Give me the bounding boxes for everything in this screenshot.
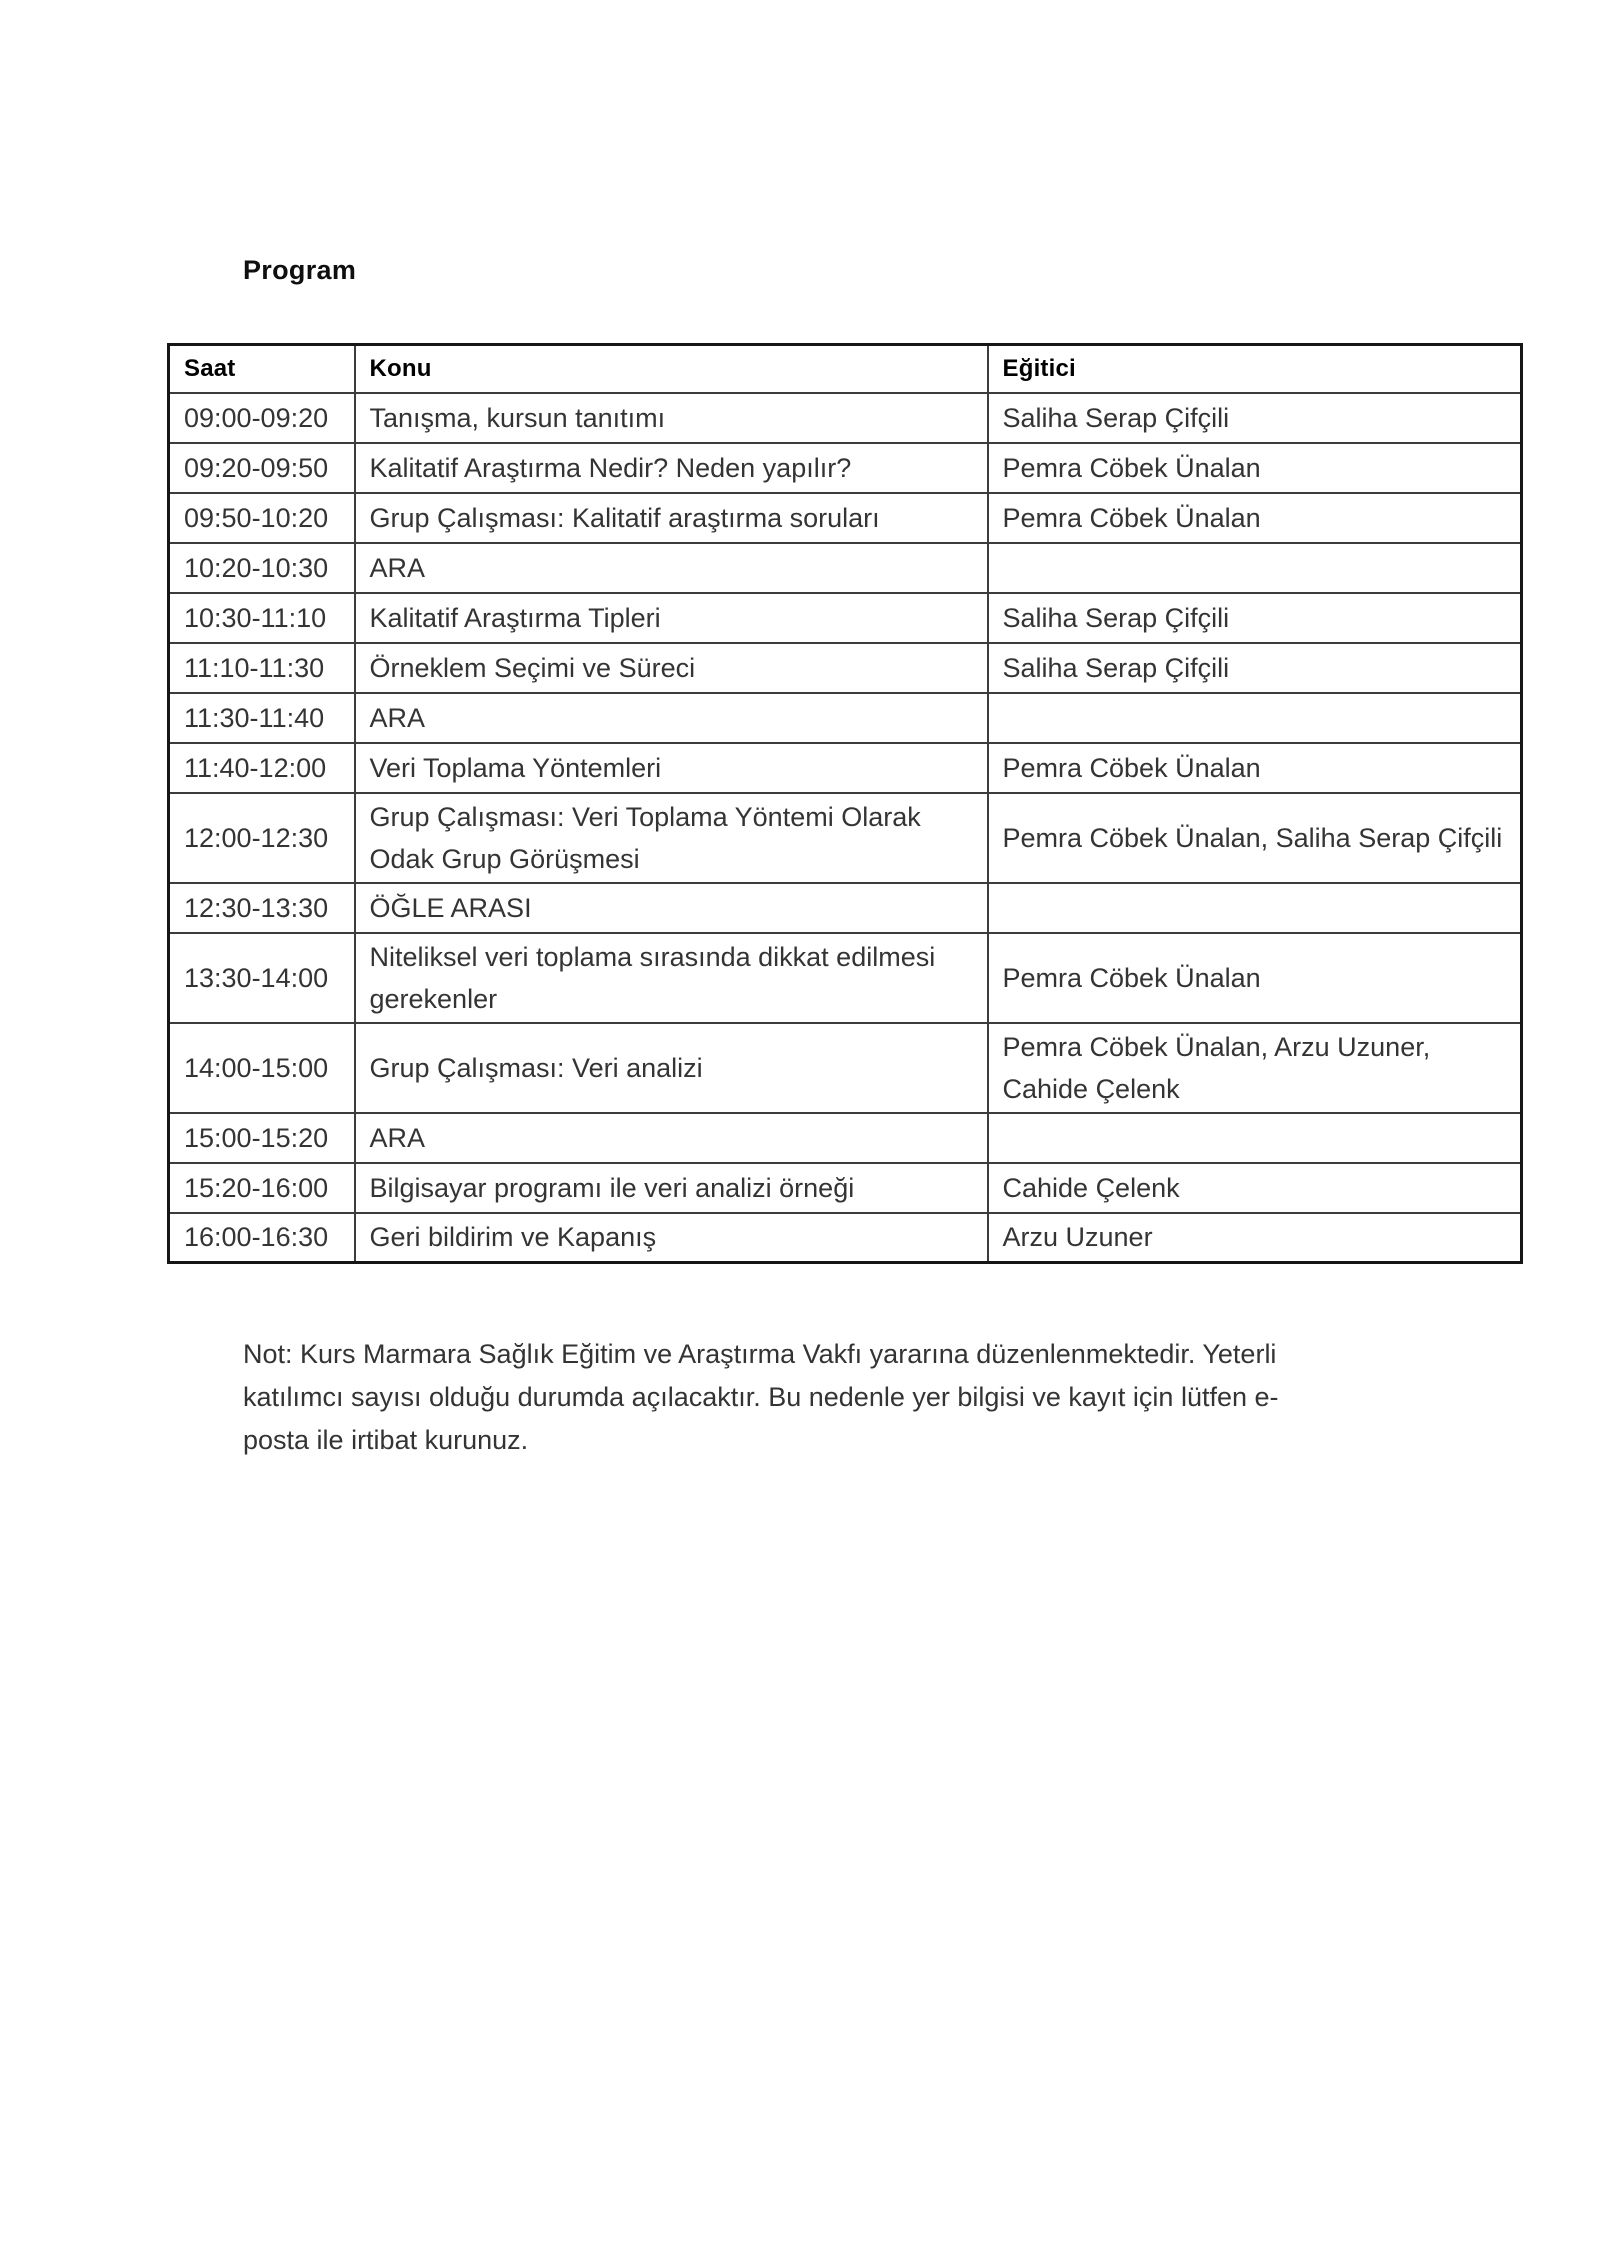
topic-cell: ARA <box>355 543 988 593</box>
time-cell: 09:50-10:20 <box>169 493 355 543</box>
table-row <box>169 883 1522 933</box>
time-cell: 12:00-12:30 <box>169 793 355 883</box>
table-row <box>169 743 1522 793</box>
instructor-cell: Pemra Cöbek Ünalan, Arzu Uzuner, Cahide Çelenk <box>988 1023 1522 1113</box>
instructor-cell: Pemra Cöbek Ünalan <box>988 493 1522 543</box>
table-header-row <box>169 345 1522 393</box>
time-cell: 10:30-11:10 <box>169 593 355 643</box>
time-cell: 13:30-14:00 <box>169 933 355 1023</box>
table-row <box>169 1213 1522 1263</box>
table-row <box>169 793 1522 883</box>
instructor-cell <box>988 543 1522 593</box>
time-cell: 15:00-15:20 <box>169 1113 355 1163</box>
topic-cell: ARA <box>355 693 988 743</box>
topic-cell: ÖĞLE ARASI <box>355 883 988 933</box>
time-cell: 16:00-16:30 <box>169 1213 355 1263</box>
topic-cell: Geri bildirim ve Kapanış <box>355 1213 988 1263</box>
topic-cell: Grup Çalışması: Kalitatif araştırma soruları <box>355 493 988 543</box>
time-cell: 12:30-13:30 <box>169 883 355 933</box>
table-row <box>169 1163 1522 1213</box>
topic-cell: Veri Toplama Yöntemleri <box>355 743 988 793</box>
time-cell: 11:40-12:00 <box>169 743 355 793</box>
page-title: Program <box>243 255 357 285</box>
time-cell: 09:20-09:50 <box>169 443 355 493</box>
note-line: Not: Kurs Marmara Sağlık Eğitim ve Araştırma Vakfı yararına düzenlenmektedir. Yeterli <box>243 1339 1277 1369</box>
instructor-cell: Saliha Serap Çifçili <box>988 593 1522 643</box>
instructor-cell: Cahide Çelenk <box>988 1163 1522 1213</box>
instructor-cell: Saliha Serap Çifçili <box>988 393 1522 443</box>
instructor-cell: Pemra Cöbek Ünalan <box>988 933 1522 1023</box>
table-row <box>169 1023 1522 1113</box>
header-cell-egitici: Eğitici <box>988 345 1522 393</box>
instructor-cell: Pemra Cöbek Ünalan <box>988 443 1522 493</box>
time-cell: 10:20-10:30 <box>169 543 355 593</box>
table-row <box>169 693 1522 743</box>
time-cell: 14:00-15:00 <box>169 1023 355 1113</box>
topic-cell: Kalitatif Araştırma Nedir? Neden yapılır? <box>355 443 988 493</box>
time-cell: 11:10-11:30 <box>169 643 355 693</box>
note-line: katılımcı sayısı olduğu durumda açılacaktır. Bu nedenle yer bilgisi ve kayıt için lütfen e- <box>243 1382 1279 1412</box>
topic-cell: Niteliksel veri toplama sırasında dikkat edilmesi gerekenler <box>355 933 988 1023</box>
table-row <box>169 643 1522 693</box>
instructor-cell <box>988 1113 1522 1163</box>
topic-cell: Grup Çalışması: Veri Toplama Yöntemi Olarak Odak Grup Görüşmesi <box>355 793 988 883</box>
table-row <box>169 443 1522 493</box>
time-cell: 15:20-16:00 <box>169 1163 355 1213</box>
header-cell-saat: Saat <box>169 345 355 393</box>
topic-cell: Örneklem Seçimi ve Süreci <box>355 643 988 693</box>
instructor-cell: Pemra Cöbek Ünalan <box>988 743 1522 793</box>
table-row <box>169 1113 1522 1163</box>
table-row <box>169 933 1522 1023</box>
program-table <box>167 343 1523 1264</box>
table-row <box>169 543 1522 593</box>
time-cell: 09:00-09:20 <box>169 393 355 443</box>
instructor-cell: Pemra Cöbek Ünalan, Saliha Serap Çifçili <box>988 793 1522 883</box>
instructor-cell <box>988 883 1522 933</box>
instructor-cell: Saliha Serap Çifçili <box>988 643 1522 693</box>
header-cell-konu: Konu <box>355 345 988 393</box>
topic-cell: Bilgisayar programı ile veri analizi örneği <box>355 1163 988 1213</box>
time-cell: 11:30-11:40 <box>169 693 355 743</box>
instructor-cell <box>988 693 1522 743</box>
table-row <box>169 393 1522 443</box>
note-line: posta ile irtibat kurunuz. <box>243 1425 529 1455</box>
topic-cell: ARA <box>355 1113 988 1163</box>
topic-cell: Tanışma, kursun tanıtımı <box>355 393 988 443</box>
topic-cell: Grup Çalışması: Veri analizi <box>355 1023 988 1113</box>
topic-cell: Kalitatif Araştırma Tipleri <box>355 593 988 643</box>
table-row <box>169 593 1522 643</box>
table-row <box>169 493 1522 543</box>
instructor-cell: Arzu Uzuner <box>988 1213 1522 1263</box>
note-paragraph <box>243 1333 1279 1462</box>
